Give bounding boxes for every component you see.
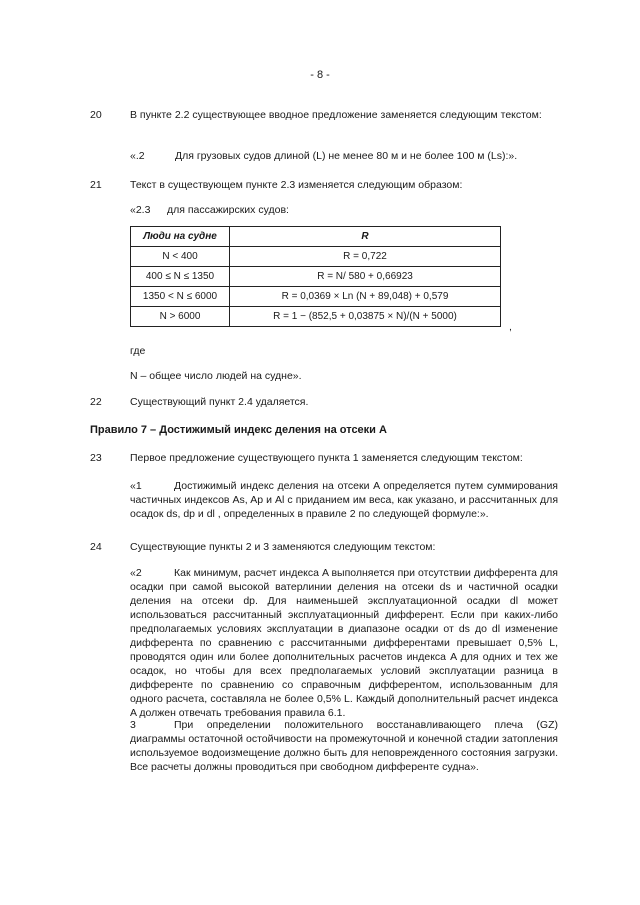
item-24-paragraph-3-text: При определении положительного восстанавливающего плеча (GZ) диаграммы остаточной остойчивости на промежуточной и конечной стадии затопления используемое водоизмещение должно быть для неповрежденного состояния загрузки. Все расчеты должны проводиться при свободном дифференте судна».	[130, 719, 558, 773]
table-row	[131, 247, 501, 267]
item-24-paragraph-2-text: Как минимум, расчет индекса A выполняется при отсутствии дифферента для осадки при самой высокой ватерлинии деления на отсеки ds и частичной осадки деления на отсеки dp. Для наименьшей эксплуатационной осадки dl может использоваться рассчитанный эксплуатационный дифферент. Если при каких-либо предполагаемых условиях эксплуатации в диапазоне осадки от ds до dl изменение дифферента по сравнению с рассчитанными дифферентами превышает 0,5% L, проводятся один или более дополнительных расчетов индекса A для одних и тех же осадок, но чтобы для всех предполагаемых условий эксплуатации разница в дифференте по сравнению со справочным дифферентом, использованным для одного расчета, составляла не более 0,5% L. Каждый дополнительный расчет индекса A должен отвечать требования правила 6.1.	[130, 567, 558, 719]
item-24-paragraph-3-number: 3	[130, 719, 136, 731]
item-20-quote-text: Для грузовых судов длиной (L) не менее 80 м и не более 100 м (Ls):».	[175, 150, 518, 162]
item-23-quote-text: Достижимый индекс деления на отсеки A определяется путем суммирования частичных индексов As, Ap и Al с приданием им веса, как указано, и рассчитанных для осадок ds, dp и dl , определенных в правиле 2 по следующей формуле:».	[130, 480, 558, 520]
table-cell-r: R = N/ 580 + 0,66923	[230, 267, 501, 287]
table-cell-people: N < 400	[131, 247, 230, 267]
item-24-number: 24	[90, 541, 102, 553]
table-trailing-comma: ,	[509, 321, 512, 333]
page-number: - 8 -	[310, 69, 330, 81]
table-cell-r: R = 1 − (852,5 + 0,03875 × N)/(N + 5000)	[230, 307, 501, 327]
item-21-number: 21	[90, 179, 102, 191]
table-cell-r: R = 0,722	[230, 247, 501, 267]
item-23-text: Первое предложение существующего пункта 1 заменяется следующим текстом:	[130, 452, 523, 464]
table-row	[131, 287, 501, 307]
item-21-text: Текст в существующем пункте 2.3 изменяется следующим образом:	[130, 179, 463, 191]
table-cell-people: 400 ≤ N ≤ 1350	[131, 267, 230, 287]
item-21-quote-text: для пассажирских судов:	[167, 204, 289, 216]
table-row	[131, 267, 501, 287]
table-cell-r: R = 0,0369 × Ln (N + 89,048) + 0,579	[230, 287, 501, 307]
item-20-quote-number: «.2	[130, 150, 145, 162]
where-label: где	[130, 345, 146, 357]
where-definition: N – общее число людей на судне».	[130, 370, 302, 382]
item-23-quote-number: «1	[130, 480, 142, 492]
item-21-quote-number: «2.3	[130, 204, 151, 216]
table-header-row	[131, 227, 501, 247]
table-header-r: R	[230, 227, 501, 247]
item-24-text: Существующие пункты 2 и 3 заменяются следующим текстом:	[130, 541, 436, 553]
item-22-number: 22	[90, 396, 102, 408]
item-20-number: 20	[90, 109, 102, 121]
rule-7-heading: Правило 7 – Достижимый индекс деления на отсеки A	[90, 424, 387, 436]
table-header-people: Люди на судне	[131, 227, 230, 247]
item-20-text: В пункте 2.2 существующее вводное предложение заменяется следующим текстом:	[130, 109, 542, 121]
item-23-number: 23	[90, 452, 102, 464]
table-cell-people: N > 6000	[131, 307, 230, 327]
item-24-paragraph-2-number: «2	[130, 567, 142, 579]
item-22-text: Существующий пункт 2.4 удаляется.	[130, 396, 309, 408]
table-cell-people: 1350 < N ≤ 6000	[131, 287, 230, 307]
passenger-ship-r-table	[130, 226, 501, 327]
table-row	[131, 307, 501, 327]
